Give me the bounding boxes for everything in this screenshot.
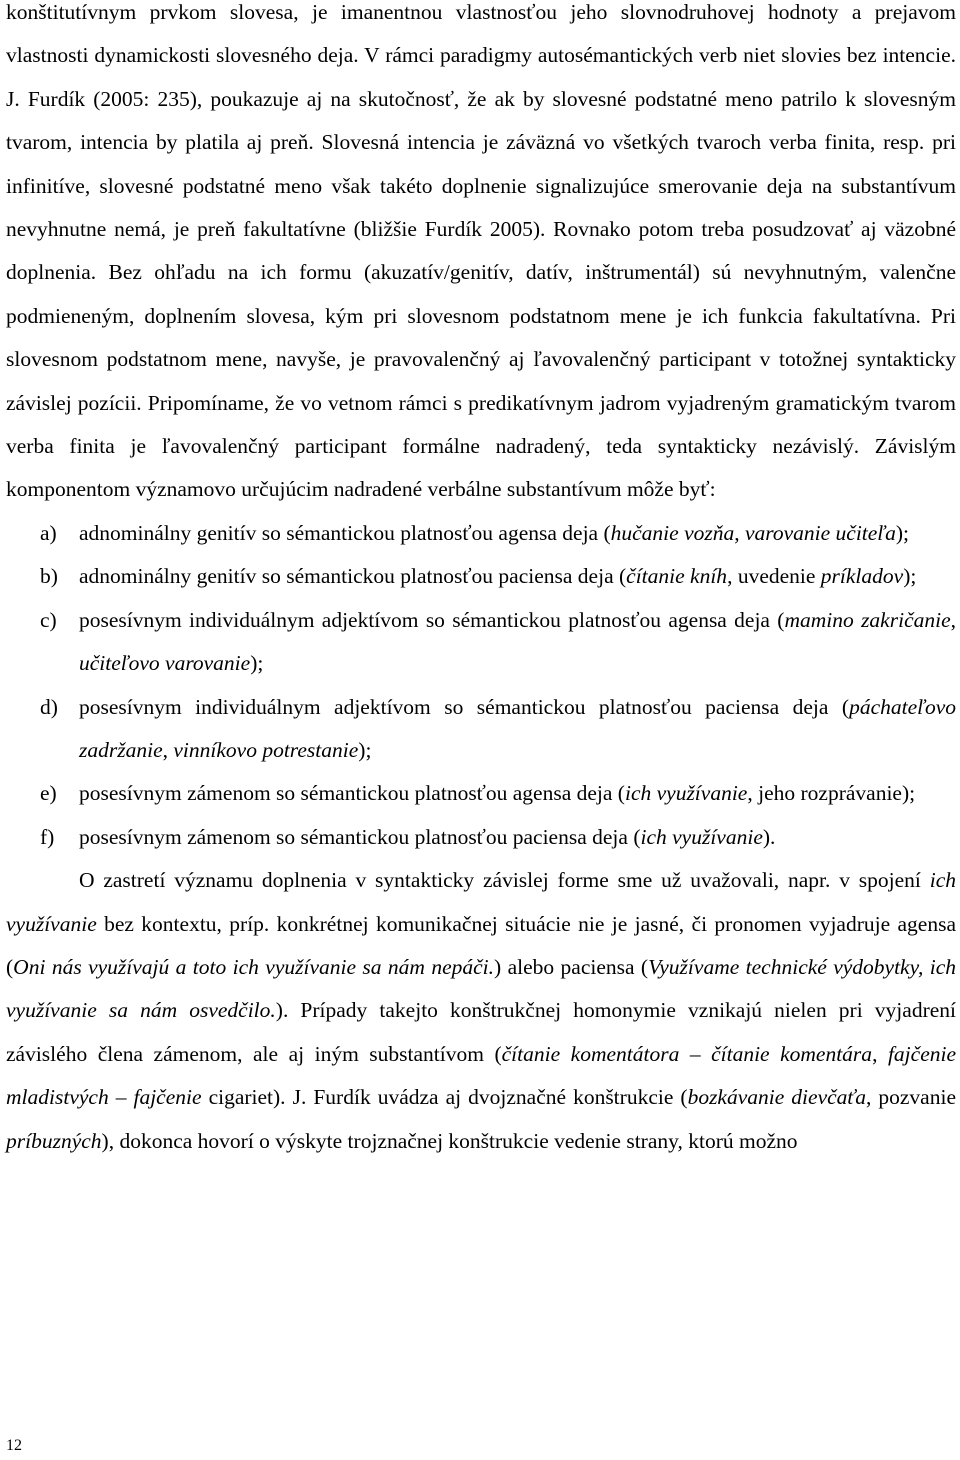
list-item-text-run: posesívnym individuálnym adjektívom so sémantickou platnosťou agensa deja (	[79, 607, 785, 632]
list-item-text	[79, 512, 956, 555]
list-item-text-run: );	[903, 564, 917, 589]
body-paragraph-2-italic-run: Využívame technické výdobytky, ich využívanie sa nám osvedčilo.	[6, 954, 956, 1023]
list-item-text	[79, 555, 956, 598]
body-paragraph-2-italic-run: čítanie komentátora – čítanie komentára	[501, 1041, 873, 1066]
list-item-text-run: );	[358, 737, 372, 762]
list-item-italic-run: vinníkovo potrestanie	[173, 737, 359, 762]
list-item-text-run: posesívnym zámenom so sémantickou platnosťou agensa deja (	[79, 781, 625, 806]
list-marker: b)	[40, 564, 58, 589]
list-item	[6, 512, 956, 555]
body-paragraph-2	[6, 859, 956, 1163]
list-item	[6, 599, 956, 686]
body-paragraph-2-text-run: ). Prípady takejto konštrukčnej homonymie vznikajú nielen pri vyjadrení závislého člena zámenom, ale aj iným substantívom (	[6, 998, 956, 1066]
list-item	[6, 555, 956, 598]
body-paragraph-1-text-run: konštitutívnym prvkom slovesa, je imanentnou vlastnosťou jeho slovnodruhovej hodnoty a prejavom vlastnosti dynamickosti slovesného deja. V rámci paradigmy autosémantických verb niet slovies bez intencie. J. Furdík (2005: 235), poukazuje aj na skutočnosť, že ak by slovesné podstatné meno patrilo k slovesným tvarom, intencia by platila aj preň. Slovesná intencia je záväzná vo všetkých tvaroch verba finita, resp. pri infinitíve, slovesné podstatné meno však takéto doplnenie signalizujúce smerovanie deja na substantívum nevyhnutne nemá, je preň fakultatívne (bližšie Furdík 2005). Rovnako potom treba posudzovať aj väzobné doplnenia. Bez ohľadu na ich formu (akuzatív/genitív, datív, inštrumentál) sú nevyhnutným, valenčne podmieneným, doplnením slovesa, kým pri slovesnom podstatnom mene je ich funkcia fakultatívna. Pri slovesnom podstatnom mene, navyše, je pravovalenčný aj ľavovalenčný participant v totožnej syntakticky závislej pozícii. Pripomíname, že vo vetnom rámci s predikatívnym jadrom vyjadreným gramatickým tvarom verba finita je ľavovalenčný participant formálne nadradený, teda syntakticky nezávislý. Závislým komponentom významovo určujúcim nadradené verbálne substantívum môže byť:	[6, 0, 956, 502]
list-item-italic-run: príkladov	[820, 564, 904, 589]
body-paragraph-2-italic-run: ich využívanie	[6, 868, 956, 936]
list-item-text-run: , jeho rozprávanie);	[747, 781, 916, 806]
list-item-italic-run: varovanie učiteľa	[744, 520, 896, 545]
list-item-text-run: adnominálny genitív so sémantickou platnosťou agensa deja (	[79, 520, 611, 545]
list-marker: d)	[40, 694, 58, 719]
list-item-italic-run: mamino zakričanie	[784, 607, 951, 632]
body-paragraph-2-text-run: ,	[872, 1041, 888, 1066]
list-item-italic-run: učiteľovo varovanie	[79, 651, 251, 676]
list-item-text	[79, 816, 956, 859]
list-marker: a)	[40, 520, 57, 545]
body-paragraph-2-text-run: ) alebo paciensa (	[494, 954, 649, 979]
body-paragraph-2-italic-run: bozkávanie dievčaťa	[687, 1085, 866, 1110]
list-item-text-run: , uvedenie	[727, 564, 821, 589]
body-paragraph-2-italic-run: fajčenie mladistvých – fajčenie	[6, 1041, 957, 1110]
list-item-italic-run: ich využívanie	[640, 824, 763, 849]
list-marker: f)	[40, 824, 55, 849]
body-paragraph-2-italic-run: Oni nás využívajú a toto ich využívanie sa nám nepáči.	[13, 954, 495, 979]
list-item-text-run: ,	[162, 737, 174, 762]
list-marker: c)	[40, 607, 57, 632]
list-item-text-run: ,	[950, 607, 956, 632]
list-item	[6, 772, 956, 815]
list-item-text-run: );	[250, 651, 264, 676]
list-item-text-run: );	[895, 520, 910, 545]
list-item-text	[79, 686, 956, 773]
list-item-text-run: posesívnym zámenom so sémantickou platnosťou paciensa deja (	[79, 824, 641, 849]
list-marker: e)	[40, 781, 57, 806]
list-item	[6, 686, 956, 773]
body-paragraph-1	[6, 0, 956, 512]
document-page	[6, 0, 956, 1163]
body-paragraph-2-text-run: bez kontextu, príp. konkrétnej komunikačnej situácie nie je jasné, či pronomen vyjadruje agensa (	[6, 911, 956, 979]
list-item-italic-run: ich využívanie	[624, 781, 748, 806]
list-item-text-run: adnominálny genitív so sémantickou platnosťou paciensa deja (	[79, 564, 627, 589]
list-item	[6, 816, 956, 859]
list-item-italic-run: čítanie kníh	[626, 564, 728, 589]
list-item-text	[79, 772, 956, 815]
list-item-text	[79, 599, 956, 686]
body-paragraph-2-text-run: O zastretí významu doplnenia v syntakticky závislej forme sme už uvažovali, napr. v spojení	[79, 868, 930, 893]
list-item-text-run: ).	[762, 824, 776, 849]
numbered-list	[6, 512, 956, 859]
body-paragraph-2-text-run: ), dokonca hovorí o výskyte trojznačnej konštrukcie vedenie strany, ktorú možno	[101, 1128, 798, 1153]
body-paragraph-2-italic-run: príbuzných	[6, 1128, 102, 1153]
page-number: 12	[6, 1437, 22, 1454]
list-item-text-run: ,	[734, 520, 745, 545]
list-item-italic-run: páchateľovo zadržanie	[79, 694, 956, 762]
body-paragraph-2-text-run: cigariet). J. Furdík uvádza aj dvojznačné konštrukcie (	[201, 1085, 688, 1110]
list-item-italic-run: hučanie vozňa	[610, 520, 735, 545]
body-paragraph-2-text-run: , pozvanie	[865, 1085, 956, 1110]
list-item-text-run: posesívnym individuálnym adjektívom so sémantickou platnosťou paciensa deja (	[79, 694, 850, 719]
